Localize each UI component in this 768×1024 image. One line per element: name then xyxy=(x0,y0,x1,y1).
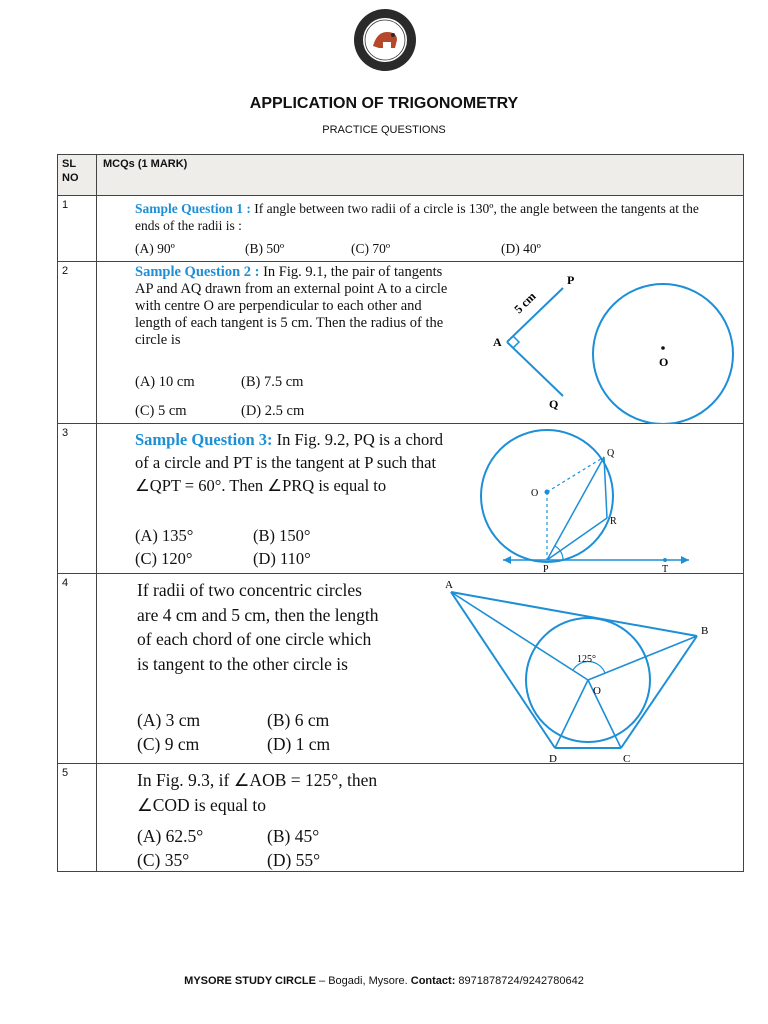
fig-label-t: T xyxy=(662,564,669,574)
fig-label-p: P xyxy=(567,273,575,287)
option-c: (C) 5 cm xyxy=(135,403,187,419)
option-d: (D) 40º xyxy=(501,241,541,256)
question-text xyxy=(135,428,453,497)
option-d: (D) 1 cm xyxy=(267,734,331,754)
logo-seal xyxy=(353,8,417,72)
option-c: (C) 35° xyxy=(137,850,190,870)
question-cell xyxy=(97,574,744,764)
option-d: (D) 110° xyxy=(253,549,311,568)
fig-label-q: Q xyxy=(607,448,615,459)
fig-label-d: D xyxy=(549,753,557,764)
option-b: (B) 45° xyxy=(267,826,320,846)
question-label: Sample Question 1 : xyxy=(135,201,251,216)
question-body: If angle between two radii of a circle is 130º, the angle between the tangents at the ends of the radii is : xyxy=(135,201,699,233)
question-cell xyxy=(97,262,744,424)
footer-org: MYSORE STUDY CIRCLE xyxy=(184,975,316,987)
question-body: In Fig. 9.3, if ∠AOB = 125°, then ∠COD is equal to xyxy=(137,770,378,815)
option-d: (D) 55° xyxy=(267,850,321,870)
row-number: 2 xyxy=(58,262,97,424)
footer-contact: 8971878724/9242780642 xyxy=(455,975,584,987)
row-number: 1 xyxy=(58,196,97,262)
question-text xyxy=(137,768,397,817)
figure-9-3 xyxy=(445,576,730,764)
option-c: (C) 70º xyxy=(351,241,391,256)
question-text xyxy=(135,200,725,234)
table-row xyxy=(58,424,744,574)
sl-no-header: SL NO xyxy=(58,155,97,196)
mcq-header: MCQs (1 MARK) xyxy=(97,155,744,196)
footer-contact-label: Contact: xyxy=(410,975,456,987)
question-cell xyxy=(97,424,744,574)
fig-label-o: O xyxy=(593,685,601,697)
option-a: (A) 10 cm xyxy=(135,374,195,390)
option-a: (A) 90º xyxy=(135,241,175,256)
table-row xyxy=(58,764,744,872)
row-number: 3 xyxy=(58,424,97,574)
fig-label-a: A xyxy=(445,579,453,591)
questions-table xyxy=(57,154,744,872)
footer xyxy=(0,975,768,987)
question-label: Sample Question 2 : xyxy=(135,264,260,280)
option-a: (A) 135° xyxy=(135,526,194,545)
fig-label-o: O xyxy=(531,488,539,499)
option-b: (B) 6 cm xyxy=(267,710,330,730)
option-c: (C) 9 cm xyxy=(137,734,200,754)
option-c: (C) 120° xyxy=(135,549,193,568)
fig-label-o: O xyxy=(659,355,669,369)
fig-angle-label: 125° xyxy=(577,654,596,665)
page-subtitle: PRACTICE QUESTIONS xyxy=(322,124,446,136)
table-row xyxy=(58,196,744,262)
table-row xyxy=(58,262,744,424)
option-a: (A) 3 cm xyxy=(137,710,201,730)
question-body: If radii of two concentric circles are 4 cm and 5 cm, then the length of each chord of one circle which is tangent to the other circle is xyxy=(137,580,379,674)
question-body: In Fig. 9.2, PQ is a chord of a circle and PT is the tangent at P such that ∠QPT = 60°. Then ∠PRQ is equal to xyxy=(135,430,444,495)
figure-9-1 xyxy=(489,266,768,424)
fig-label-b: B xyxy=(701,625,709,637)
table-row xyxy=(58,574,744,764)
fig-label-p: P xyxy=(543,564,549,574)
row-number: 4 xyxy=(58,574,97,764)
option-d: (D) 2.5 cm xyxy=(241,403,305,419)
option-b: (B) 150° xyxy=(253,526,311,545)
option-b: (B) 50º xyxy=(245,241,285,256)
fig-label-a: A xyxy=(493,335,502,349)
page-title: APPLICATION OF TRIGONOMETRY xyxy=(249,95,519,112)
question-cell xyxy=(97,764,744,872)
question-text xyxy=(137,578,387,676)
fig-length-label: 5 cm xyxy=(511,289,539,317)
table-header-row xyxy=(58,155,744,196)
option-a: (A) 62.5° xyxy=(137,826,204,846)
figure-9-2 xyxy=(467,426,697,574)
fig-label-c: C xyxy=(623,753,631,764)
question-cell xyxy=(97,196,744,262)
option-b: (B) 7.5 cm xyxy=(241,374,304,390)
row-number: 5 xyxy=(58,764,97,872)
fig-label-r: R xyxy=(610,516,617,527)
question-text xyxy=(135,264,450,349)
question-label: Sample Question 3: xyxy=(135,430,273,449)
footer-place: – Bogadi, Mysore. xyxy=(315,975,411,987)
question-body: In Fig. 9.1, the pair of tangents AP and AQ drawn from an external point A to a circle with centre O are perpendicular to each other and length of each tangent is 5 cm. Then the radius of the circle is xyxy=(135,264,448,348)
fig-label-q: Q xyxy=(549,397,559,411)
